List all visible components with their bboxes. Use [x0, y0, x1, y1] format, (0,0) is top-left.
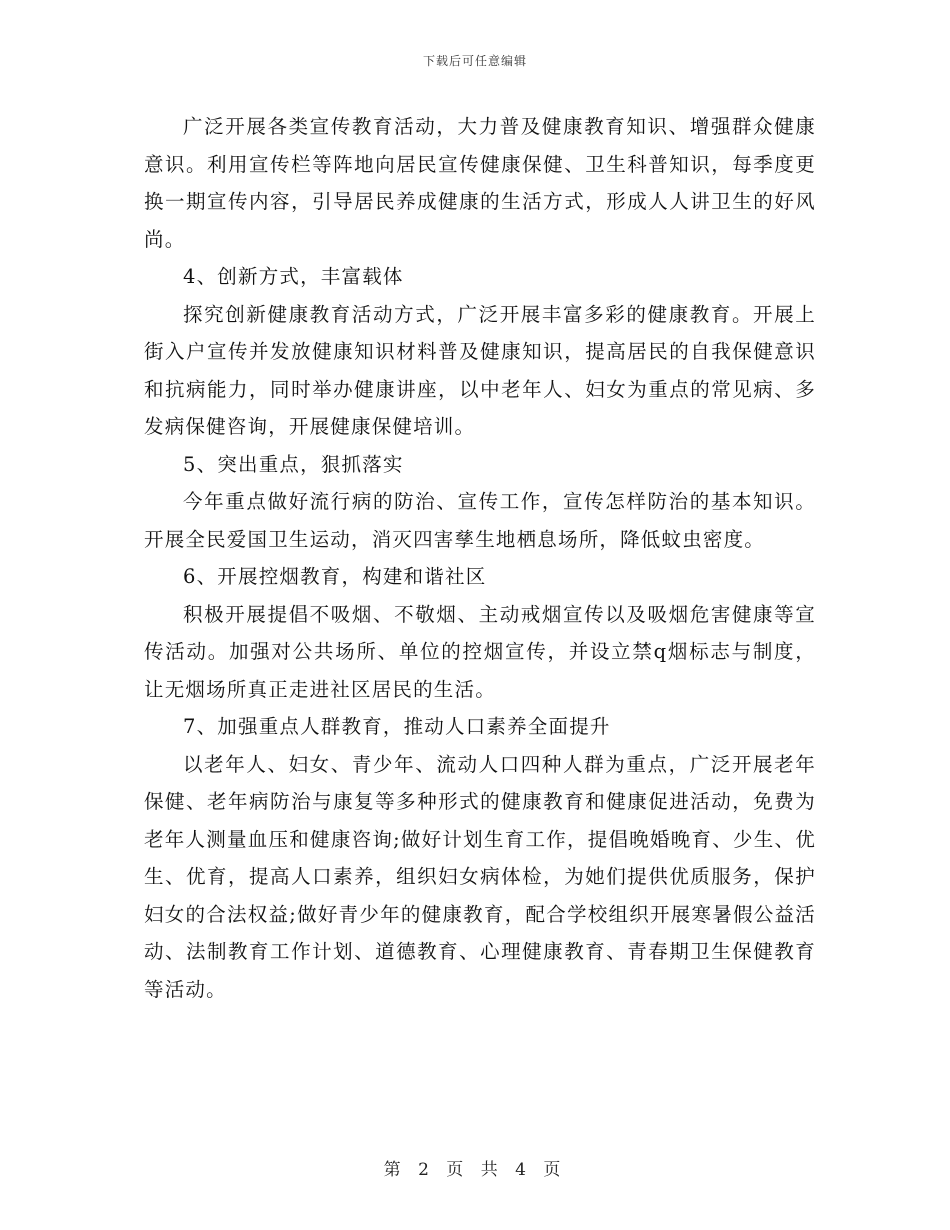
document-body — [144, 108, 816, 1008]
paragraph-key-groups: 以老年人、妇女、青少年、流动人口四种人群为重点，广泛开展老年保健、老年病防治与康复等多种形式的健康教育和健康促进活动，免费为老年人测量血压和健康咨询;做好计划生育工作，提倡晚婚晚育、少生、优生、优育，提高人口素养，组织妇女病体检，为她们提供优质服务，保护妇女的合法权益;做好青少年的健康教育，配合学校组织开展寒暑假公益活动、法制教育工作计划、道德教育、心理健康教育、青春期卫生保健教育等活动。 — [144, 752, 816, 1001]
page-footer: 第 2 页 共 4 页 — [383, 1160, 567, 1180]
section-heading-4: 4、创新方式，丰富载体 — [183, 265, 404, 288]
paragraph-epidemic-prevention: 今年重点做好流行病的防治、宣传工作，宣传怎样防治的基本知识。开展全民爱国卫生运动，消灭四害孳生地栖息场所，降低蚊虫密度。 — [144, 490, 816, 551]
paragraph-tobacco-control: 积极开展提倡不吸烟、不敬烟、主动戒烟宣传以及吸烟危害健康等宣传活动。加强对公共场所、单位的控烟宣传，并设立禁q烟标志与制度，让无烟场所真正走进社区居民的生活。 — [144, 602, 816, 701]
section-heading-5: 5、突出重点，狠抓落实 — [183, 452, 404, 476]
section-heading-7: 7、加强重点人群教育，推动人口素养全面提升 — [183, 715, 611, 738]
paragraph-health-awareness: 广泛开展各类宣传教育活动，大力普及健康教育知识、增强群众健康意识。利用宣传栏等阵地向居民宣传健康保健、卫生科普知识，每季度更换一期宣传内容，引导居民养成健康的生活方式，形成人人讲卫生的好风尚。 — [144, 115, 816, 251]
section-heading-6: 6、开展控烟教育，构建和谐社区 — [183, 565, 487, 588]
paragraph-innovation: 探究创新健康教育活动方式，广泛开展丰富多彩的健康教育。开展上街入户宣传并发放健康知识材料普及健康知识，提高居民的自我保健意识和抗病能力，同时举办健康讲座，以中老年人、妇女为重点的常见病、多发病保健咨询，开展健康保健培训。 — [144, 302, 816, 438]
page-header: 下载后可任意编辑 — [422, 54, 527, 68]
